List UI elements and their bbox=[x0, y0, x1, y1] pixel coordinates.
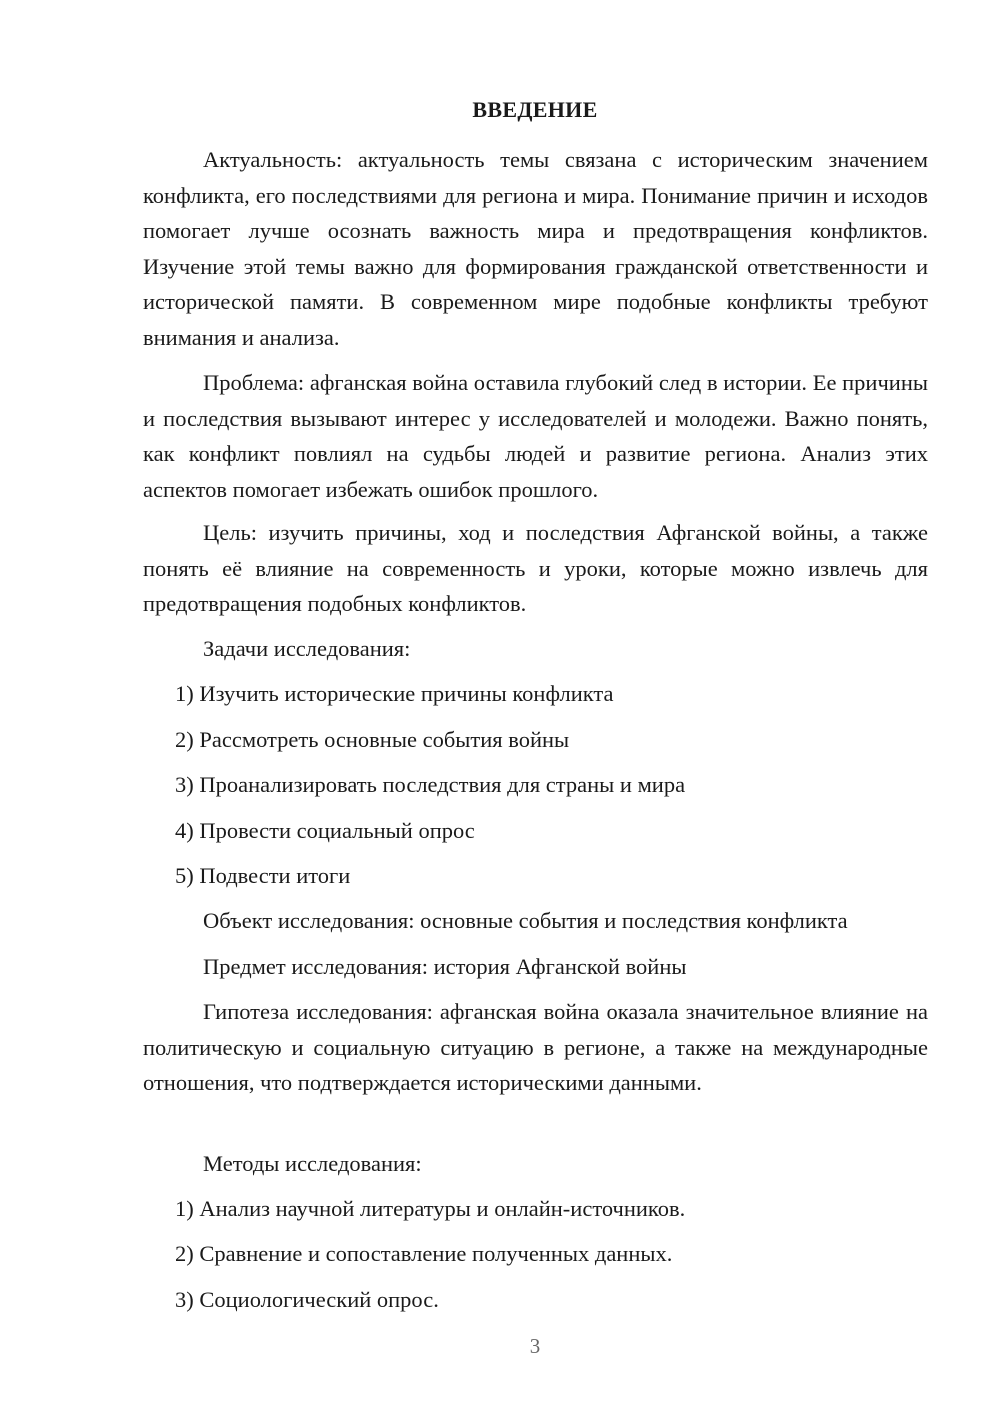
method-item: 1) Анализ научной литературы и онлайн-источников. bbox=[175, 1196, 686, 1221]
tasks-heading: Задачи исследования: bbox=[203, 636, 411, 661]
method-item: 3) Социологический опрос. bbox=[175, 1287, 439, 1312]
page-title: ВВЕДЕНИЕ bbox=[472, 97, 598, 122]
method-item: 2) Сравнение и сопоставление полученных данных. bbox=[175, 1241, 673, 1266]
task-item: 4) Провести социальный опрос bbox=[175, 818, 475, 843]
goal-paragraph: Цель: изучить причины, ход и последствия Афганской войны, а также понять её влияние на современность и уроки, которые можно извлечь для предотвращения подобных конфликтов. bbox=[143, 520, 928, 616]
page-number: 3 bbox=[529, 1334, 541, 1358]
task-item: 3) Проанализировать последствия для страны и мира bbox=[175, 772, 686, 797]
research-subject: Предмет исследования: история Афганской войны bbox=[203, 954, 687, 979]
task-item: 5) Подвести итоги bbox=[175, 863, 351, 888]
research-object: Объект исследования: основные события и последствия конфликта bbox=[203, 908, 848, 933]
problem-paragraph: Проблема: афганская война оставила глубокий след в истории. Ее причины и последствия вызывают интерес у исследователей и молодежи. Важно понять, как конфликт повлиял на судьбы людей и развитие региона. Анализ этих аспектов помогает избежать ошибок прошлого. bbox=[143, 370, 928, 502]
task-item: 2) Рассмотреть основные события войны bbox=[175, 727, 570, 752]
task-item: 1) Изучить исторические причины конфликта bbox=[175, 681, 614, 706]
methods-heading: Методы исследования: bbox=[203, 1151, 422, 1176]
hypothesis-paragraph: Гипотеза исследования: афганская война оказала значительное влияние на политическую и социальную ситуацию в регионе, а также на международные отношения, что подтверждается историческими данными. bbox=[143, 999, 928, 1095]
relevance-paragraph: Актуальность: актуальность темы связана с историческим значением конфликта, его последствиями для региона и мира. Понимание причин и исходов помогает лучше осознать важность мира и предотвращения конфликтов. Изучение этой темы важно для формирования гражданской ответственности и исторической памяти. В современном мире подобные конфликты требуют внимания и анализа. bbox=[143, 147, 928, 350]
